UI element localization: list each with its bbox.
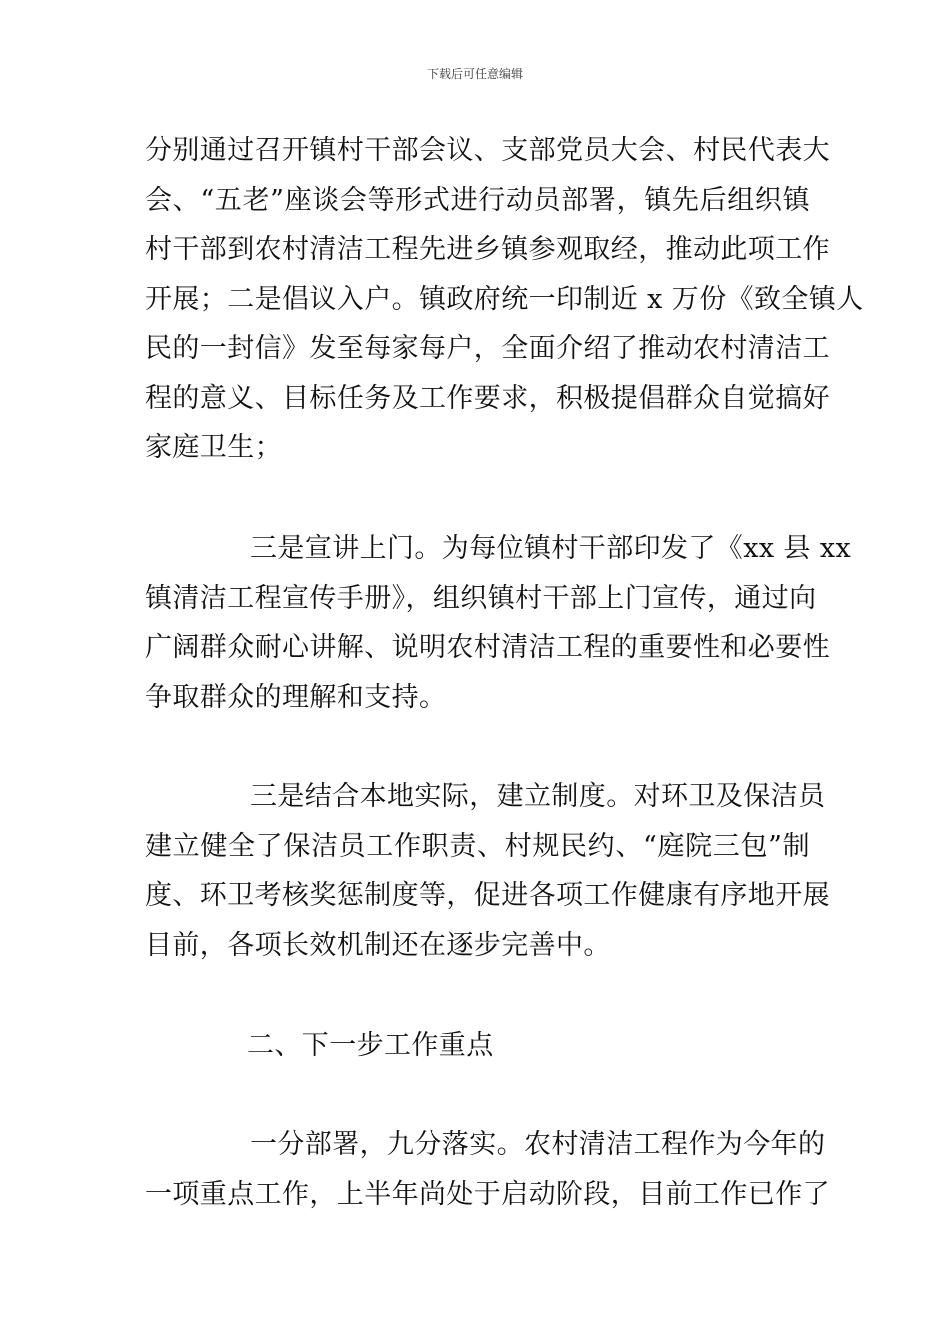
- text-line: 争取群众的理解和支持。: [145, 681, 447, 713]
- text-line: 会、“五老”座谈会等形式进行动员部署，镇先后组织镇: [145, 184, 810, 216]
- text-line: 三是结合本地实际，建立制度。对环卫及保洁员: [250, 781, 826, 812]
- text-line: 一分部署，九分落实。农村清洁工程作为今年的: [250, 1129, 826, 1160]
- section-heading: [145, 1021, 810, 1071]
- paragraph-3: [145, 772, 830, 970]
- page-header: 下载后可任意编辑: [426, 67, 523, 81]
- text-line: 分别通过召开镇村干部会议、支部党员大会、村民代表大: [145, 135, 830, 166]
- text-line: 目前，各项长效机制还在逐步完善中。: [145, 929, 611, 961]
- paragraph-1: [145, 126, 864, 473]
- text-line: 村干部到农村清洁工程先进乡镇参观取经，推动此项工作: [145, 234, 830, 265]
- text-line: 度、环卫考核奖惩制度等，促进各项工作健康有序地开展: [145, 880, 830, 911]
- text-line: 镇清洁工程宣传手册》，组织镇村干部上门宣传，通过向: [145, 582, 817, 614]
- text-line: 广阔群众耐心讲解、说明农村清洁工程的重要性和必要性: [145, 632, 830, 663]
- text-line: 一项重点工作，上半年尚处于启动阶段，目前工作已作了: [145, 1178, 830, 1210]
- paragraph-5: [145, 1120, 830, 1219]
- text-line: 建立健全了保洁员工作职责、村规民约、“庭院三包”制: [145, 830, 810, 862]
- text-line: 三是宣讲上门。为每位镇村干部印发了《xx 县 xx: [250, 533, 852, 564]
- paragraph-2: [145, 524, 852, 722]
- text-line: 民的一封信》发至每家每户，全面介绍了推动农村清洁工: [145, 333, 830, 364]
- heading-text: 二、下一步工作重点: [247, 1030, 494, 1061]
- text-line: 开展；二是倡议入户。镇政府统一印制近 x 万份《致全镇人: [145, 283, 864, 315]
- text-line: 家庭卫生；: [145, 432, 282, 463]
- text-line: 程的意义、目标任务及工作要求，积极提倡群众自觉搞好: [145, 382, 830, 414]
